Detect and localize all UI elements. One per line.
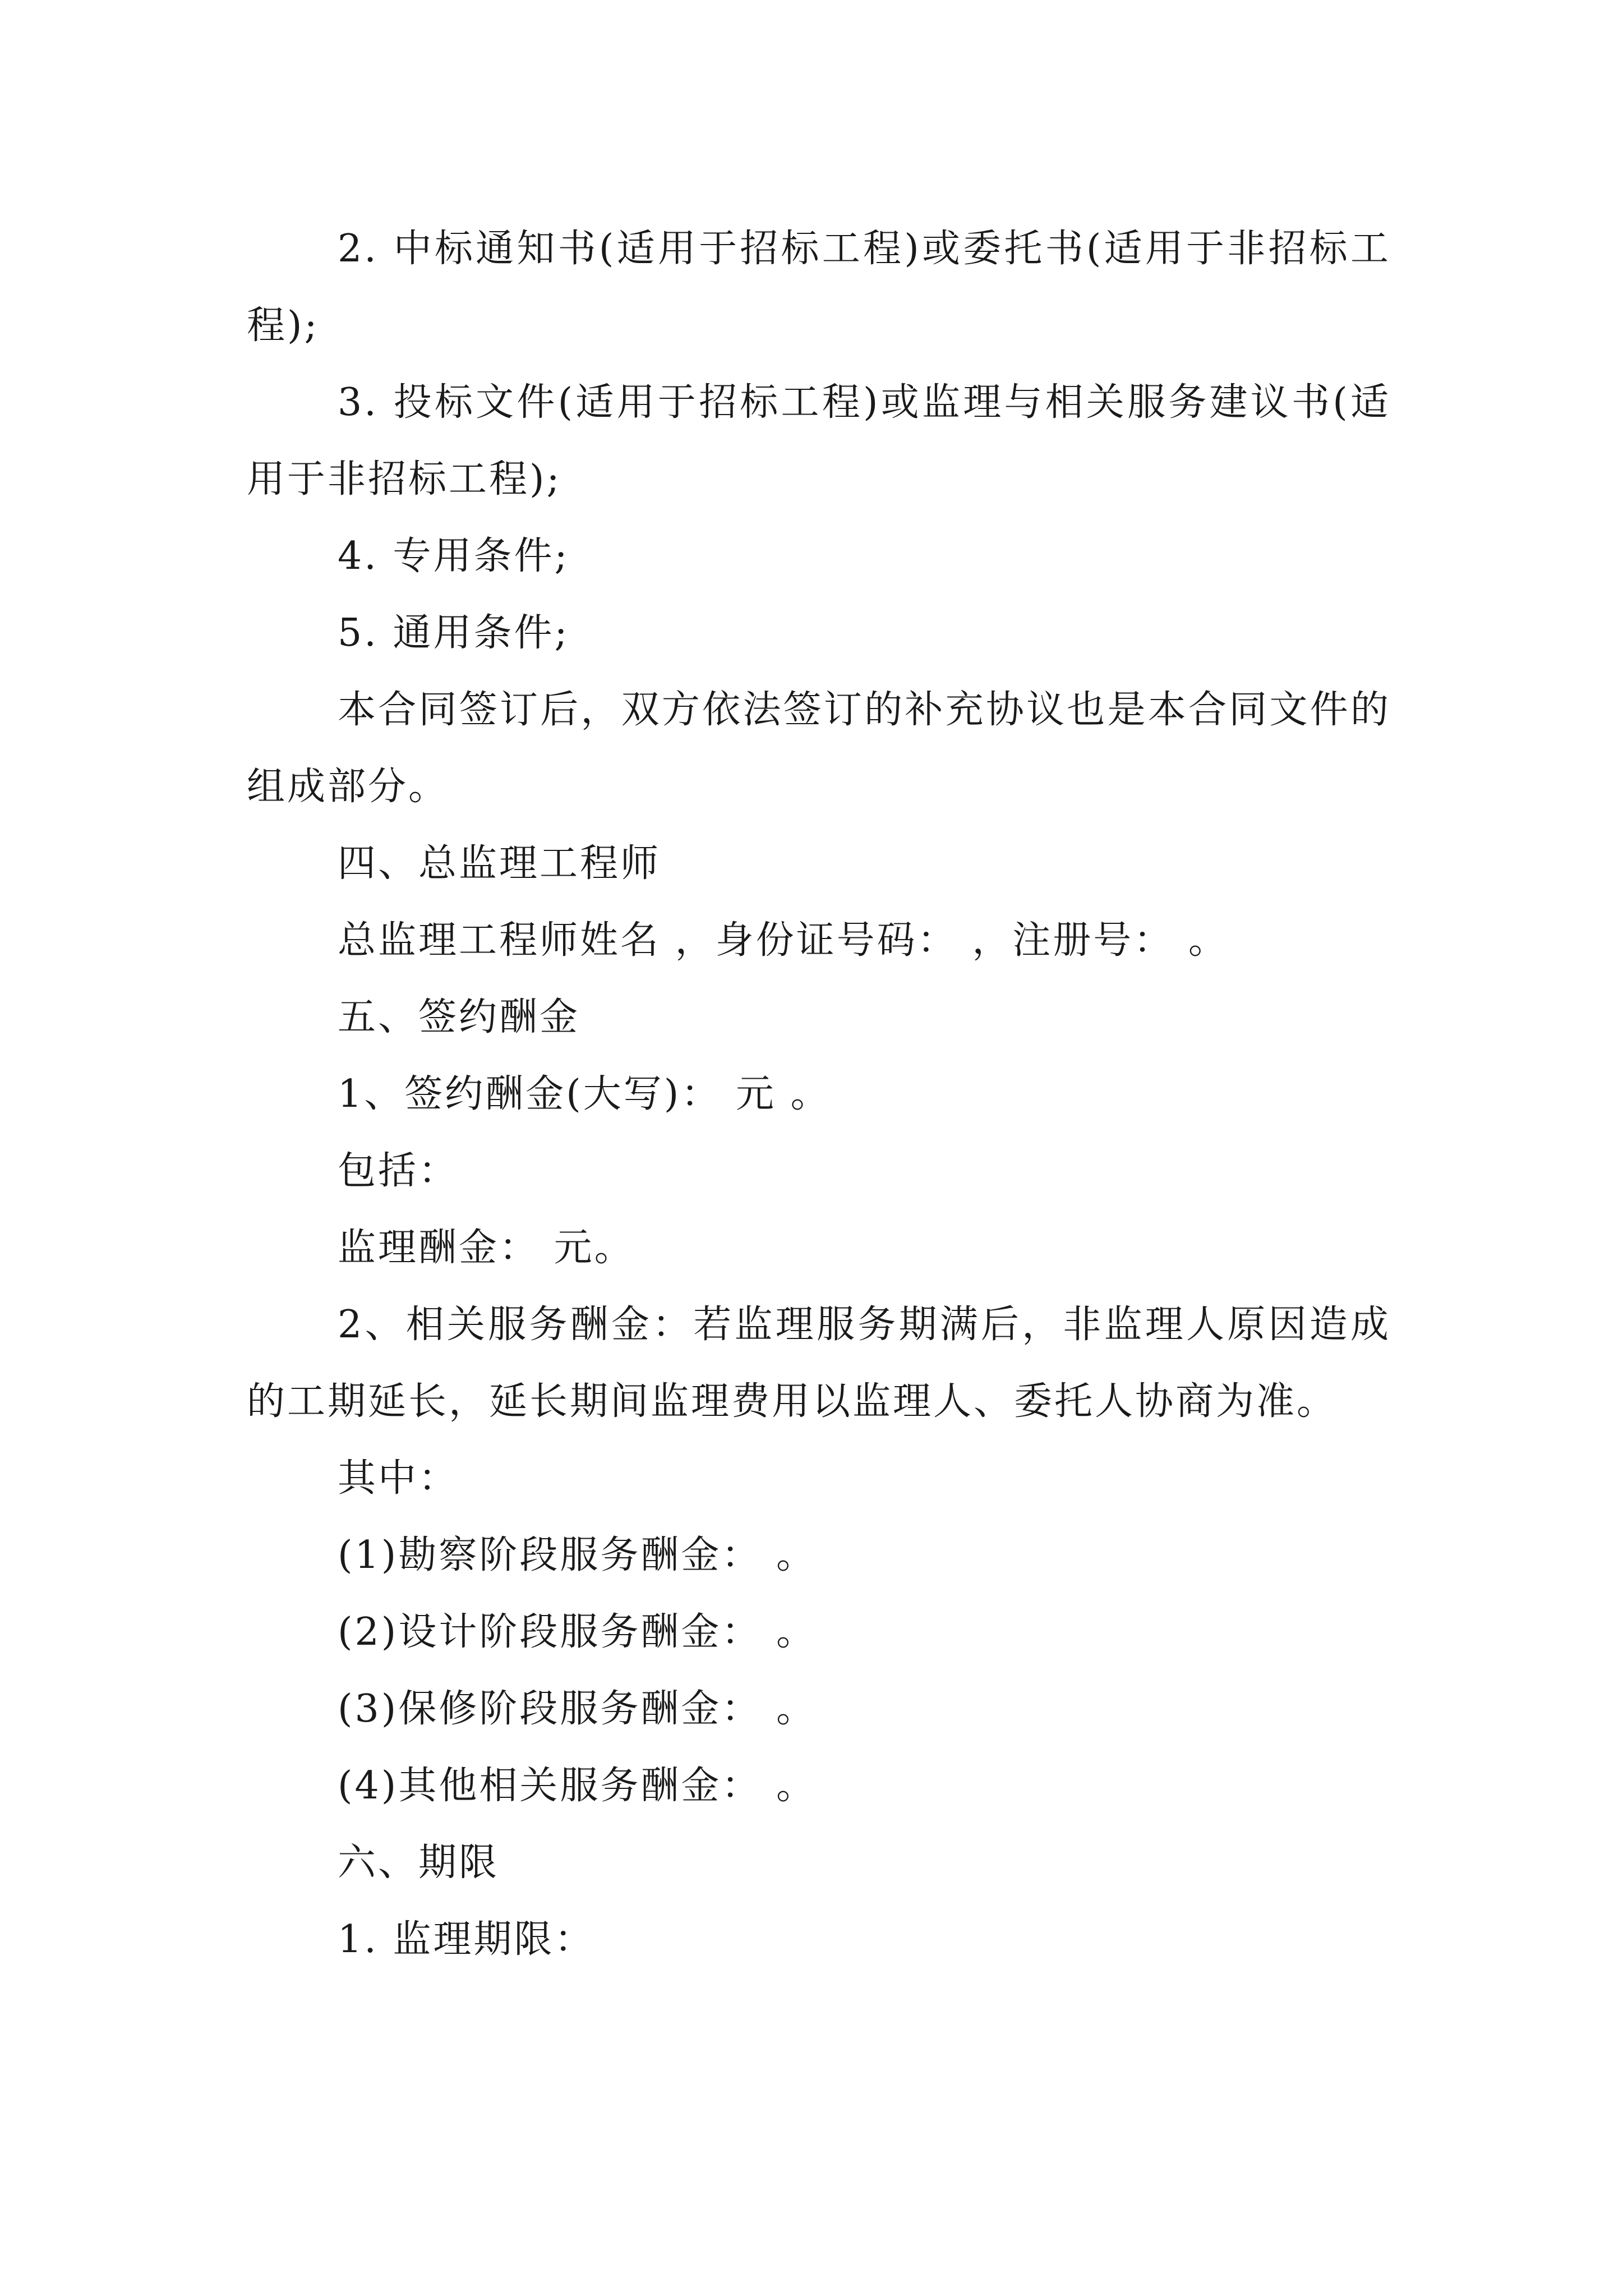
- supervision-fee: 监理酬金： 元。: [338, 1226, 635, 1270]
- section-heading-term: 六、期限: [338, 1841, 500, 1885]
- related-service-fee-clause: 2、相关服务酬金：若监理服务期满后，非监理人原因造成的工期延长，延长期间监理费用以监理人、委托人协商为准。: [247, 1303, 1391, 1424]
- among-which-label: 其中：: [338, 1456, 459, 1501]
- survey-stage-fee: (1)勘察阶段服务酬金： 。: [338, 1533, 817, 1577]
- section-heading-chief-engineer: 四、总监理工程师: [338, 841, 661, 886]
- list-item-award-notice: 2. 中标通知书(适用于招标工程)或委托书(适用于非招标工程);: [247, 227, 1391, 348]
- section-heading-contract-fee: 五、签约酬金: [338, 995, 580, 1039]
- warranty-stage-fee: (3)保修阶段服务酬金： 。: [338, 1687, 817, 1731]
- list-item-bid-documents: 3. 投标文件(适用于招标工程)或监理与相关服务建议书(适用于非招标工程);: [247, 380, 1391, 501]
- supervision-term: 1. 监理期限：: [338, 1917, 595, 1962]
- contract-fee-amount: 1、签约酬金(大写)： 元 。: [338, 1072, 831, 1116]
- chief-engineer-details: 总监理工程师姓名 ，身份证号码： ，注册号： 。: [338, 918, 1229, 963]
- includes-label: 包括：: [338, 1149, 459, 1193]
- document-body: [247, 210, 1391, 1978]
- list-item-general-conditions: 5. 通用条件;: [338, 611, 570, 655]
- other-service-fee: (4)其他相关服务酬金： 。: [338, 1764, 817, 1808]
- design-stage-fee: (2)设计阶段服务酬金： 。: [338, 1610, 817, 1654]
- list-item-special-conditions: 4. 专用条件;: [338, 534, 570, 578]
- supplementary-agreement-clause: 本合同签订后，双方依法签订的补充协议也是本合同文件的组成部分。: [247, 688, 1391, 809]
